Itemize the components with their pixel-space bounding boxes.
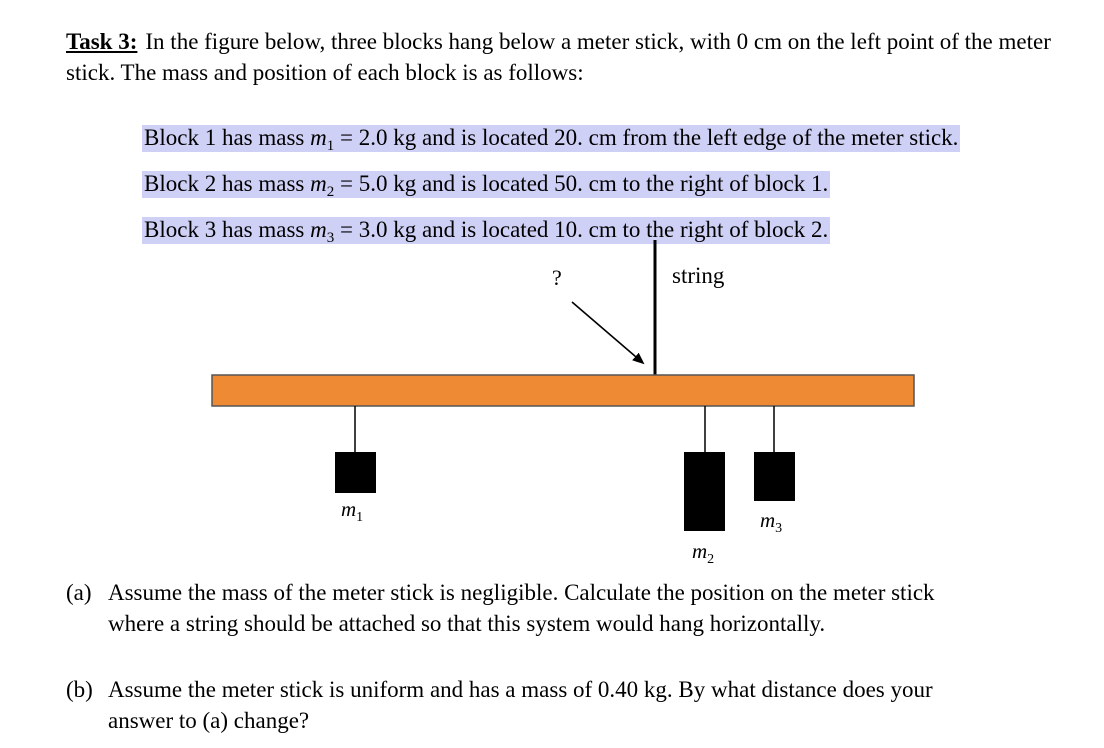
task-intro-text: In the figure below, three blocks hang below a meter stick, with 0 cm on the left point of the meter stick. The mass and position of each block is as follows:: [66, 29, 1051, 85]
block-3-sub: 3: [326, 230, 335, 246]
mass-label-1: $m_1$: [341, 497, 364, 525]
task-label: Task 3:: [66, 29, 138, 54]
block-3-prefix: Block 3 has mass: [144, 217, 311, 242]
block-1-sub: 1: [326, 138, 335, 154]
block-1-prefix: Block 1 has mass: [144, 125, 311, 150]
question-mark: ?: [552, 265, 562, 290]
question-a-letter: (a): [66, 580, 92, 605]
mass-label-2: $m_2$: [692, 539, 715, 567]
question-a-line1: Assume the mass of the meter stick is negligible. Calculate the position on the meter stick: [108, 580, 935, 605]
string-label: string: [672, 263, 725, 288]
block-1-symbol: m: [310, 125, 327, 150]
block-3-symbol: m: [310, 217, 327, 242]
block-1-rest: = 2.0 kg and is located 20. cm from the left edge of the meter stick.: [334, 125, 959, 150]
question-b-line1: Assume the meter stick is uniform and has a mass of 0.40 kg. By what distance does your: [108, 677, 933, 702]
question-b: [66, 674, 1046, 736]
question-a-line2: where a string should be attached so that this system would hang horizontally.: [108, 611, 826, 636]
block-3-rest: = 3.0 kg and is located 10. cm to the right of block 2.: [334, 217, 829, 242]
block-2-sub: 2: [326, 184, 335, 200]
block-2-rest: = 5.0 kg and is located 50. cm to the right of block 1.: [334, 171, 829, 196]
question-arrow: [572, 302, 643, 363]
mass-label-3: $m_3$: [760, 508, 783, 536]
block-2-symbol: m: [310, 171, 327, 196]
question-b-letter: (b): [66, 677, 93, 702]
block-2: [684, 452, 725, 531]
block-1: [335, 452, 376, 493]
block-2-prefix: Block 2 has mass: [144, 171, 311, 196]
meter-stick: [212, 375, 914, 406]
block-3: [754, 452, 795, 501]
question-b-line2: answer to (a) change?: [108, 708, 310, 733]
question-a: [66, 577, 1046, 639]
